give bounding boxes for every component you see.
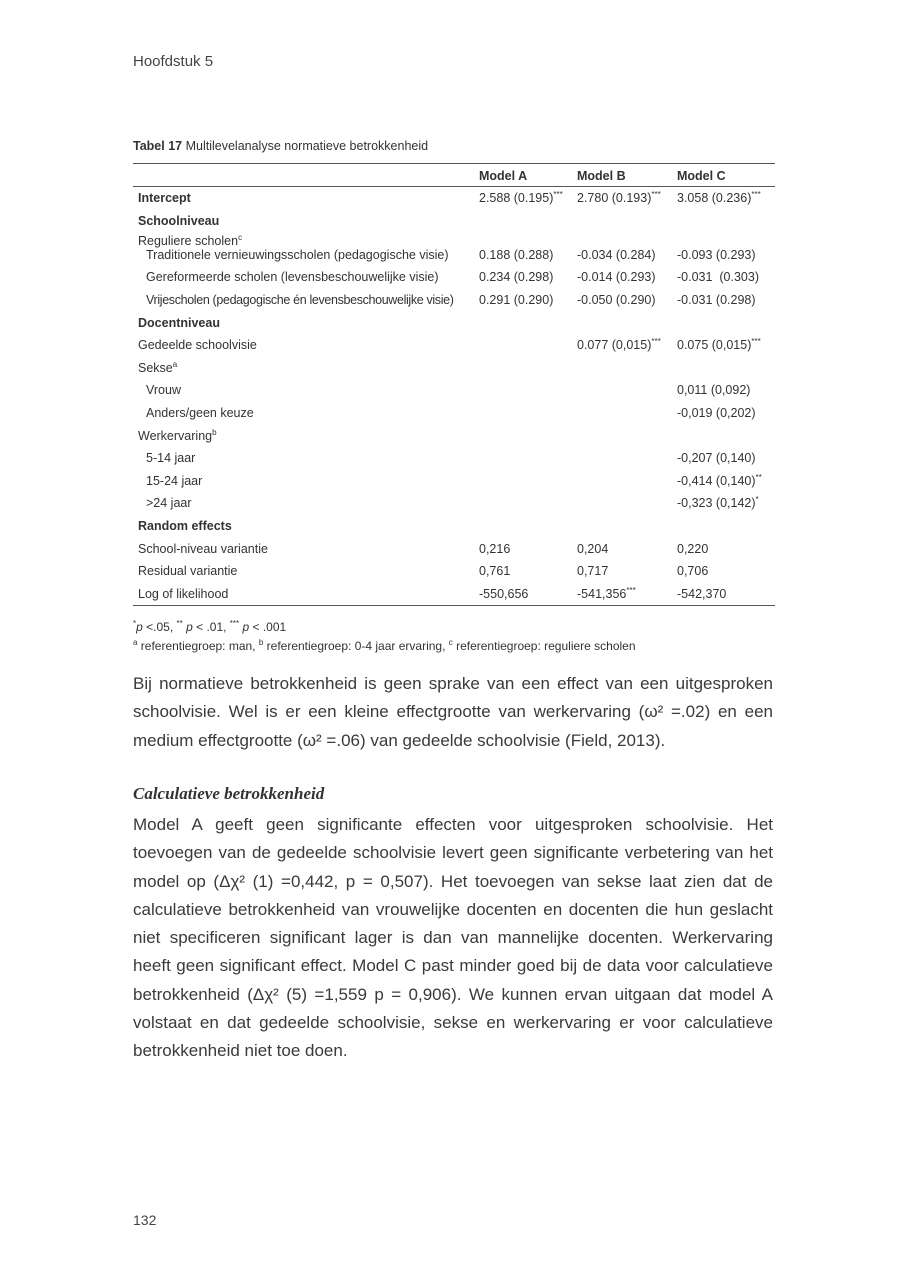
table-row xyxy=(133,492,775,515)
header-empty xyxy=(133,164,479,187)
cell-model-c: 0,011 (0,092) xyxy=(677,383,751,398)
results-table xyxy=(133,163,775,606)
table-row xyxy=(133,402,775,425)
row-label: >24 jaar xyxy=(146,496,192,511)
row-label: Vrijescholen (pedagogische én levensbeschouwelijke visie) xyxy=(146,293,454,308)
cell-model-c: -0.093 (0.293) xyxy=(677,248,756,263)
row-label: Vrouw xyxy=(146,383,181,398)
table-row xyxy=(133,210,775,233)
significance-note: *p <.05, ** p < .01, *** p < .001 xyxy=(133,619,287,634)
row-label: Sekse$^a$ xyxy=(138,359,178,375)
cell-model-a: 0,761 xyxy=(479,564,511,579)
cell-model-c: 3.058 (0.236)*** xyxy=(677,190,761,206)
reference-note: $^a$ referentiegroep: man, $^b$ referentiegroep: 0-4 jaar ervaring, $^c$ referentiegroep: reguliere scholen xyxy=(133,638,636,653)
table-row xyxy=(133,248,775,266)
table-row xyxy=(133,537,775,560)
table-caption-text: Multilevelanalyse normatieve betrokkenheid xyxy=(185,139,429,153)
cell-model-c: -0,323 (0,142)* xyxy=(677,495,759,511)
table-notes xyxy=(133,618,636,656)
section-subheading: Calculatieve betrokkenheid xyxy=(133,784,325,803)
header-model-b: Model B xyxy=(577,168,626,183)
cell-model-c: 0,220 xyxy=(677,541,709,556)
cell-model-b: -0.050 (0.290) xyxy=(577,293,656,308)
cell-model-c: 0.075 (0,015)*** xyxy=(677,337,761,353)
table-caption-label: Tabel 17 xyxy=(133,139,183,153)
table-row xyxy=(133,357,775,380)
table-row xyxy=(133,289,775,312)
cell-model-c: -542,370 xyxy=(677,586,727,601)
table-row xyxy=(133,379,775,402)
row-label: Gereformeerde scholen (levensbeschouwelijke visie) xyxy=(146,270,439,285)
row-label: 15-24 jaar xyxy=(146,473,203,488)
table-row xyxy=(133,583,775,606)
table-header-row xyxy=(133,164,775,187)
cell-model-a: 0.291 (0.290) xyxy=(479,293,554,308)
table-row xyxy=(133,232,775,248)
row-label: School-niveau variantie xyxy=(138,541,268,556)
row-label: Anders/geen keuze xyxy=(146,406,254,421)
cell-model-a: 0.234 (0.298) xyxy=(479,270,554,285)
row-label: Reguliere scholen$^c$ xyxy=(138,233,243,249)
table-row xyxy=(133,311,775,334)
cell-model-c: -0.031 (0.303) xyxy=(677,270,759,285)
section-label: Schoolniveau xyxy=(138,213,220,228)
row-label: Gedeelde schoolvisie xyxy=(138,338,257,353)
table-row xyxy=(133,187,775,210)
row-label: Intercept xyxy=(138,191,191,206)
table-row xyxy=(133,470,775,493)
cell-model-b: -0.014 (0.293) xyxy=(577,270,656,285)
cell-model-b: -0.034 (0.284) xyxy=(577,248,656,263)
section-label: Docentniveau xyxy=(138,315,220,330)
cell-model-c: -0,019 (0,202) xyxy=(677,406,756,421)
row-label: Residual variantie xyxy=(138,564,238,579)
cell-model-b: 0,717 xyxy=(577,564,609,579)
running-header: Hoofdstuk 5 xyxy=(133,53,214,70)
table-caption xyxy=(133,139,428,153)
cell-model-a: 0.188 (0.288) xyxy=(479,248,554,263)
cell-model-c: -0,414 (0,140)** xyxy=(677,472,762,488)
section-label: Random effects xyxy=(138,519,232,534)
body-paragraph-2: Model A geeft geen significante effecten voor uitgesproken schoolvisie. Het toevoegen van de gedeelde schoolvisie levert geen significante verbetering van het model op (Δχ² (1) =0,442, p = 0,507). Het toevoegen van sekse laat zien dat de calculatieve betrokkenheid van vrouwelijke docenten en docenten die hun geslacht niet specificeren significant lager is dan van mannelijke docenten. Werkervaring heeft geen significant effect. Model C past minder goed bij de data voor calculatieve betrokkenheid (Δχ² (5) =1,559 p = 0,906). We kunnen ervan uitgaan dat model A volstaat en dat gedeelde schoolvisie, sekse en werkervaring er voor calculatieve betrokkenheid niet toe doen. xyxy=(133,815,773,1061)
table-row xyxy=(133,560,775,583)
cell-model-c: -0.031 (0.298) xyxy=(677,293,756,308)
table-row xyxy=(133,334,775,357)
cell-model-c: -0,207 (0,140) xyxy=(677,451,756,466)
cell-model-b: -541,356*** xyxy=(577,585,636,601)
table-row xyxy=(133,266,775,289)
cell-model-a: 2.588 (0.195)*** xyxy=(479,190,563,206)
cell-model-b: 2.780 (0.193)*** xyxy=(577,190,661,206)
cell-model-c: 0,706 xyxy=(677,564,709,579)
header-model-c: Model C xyxy=(677,168,726,183)
row-label: Werkervaring$^b$ xyxy=(138,427,217,443)
table-row xyxy=(133,447,775,470)
cell-model-a: 0,216 xyxy=(479,541,511,556)
cell-model-a: -550,656 xyxy=(479,586,529,601)
cell-model-b: 0,204 xyxy=(577,541,609,556)
cell-model-b: 0.077 (0,015)*** xyxy=(577,337,661,353)
page-number: 132 xyxy=(133,1212,157,1228)
header-model-a: Model A xyxy=(479,168,528,183)
row-label: Traditionele vernieuwingsscholen (pedagogische visie) xyxy=(146,248,449,263)
row-label: 5-14 jaar xyxy=(146,451,196,466)
table-row xyxy=(133,515,775,538)
table-row xyxy=(133,424,775,447)
row-label: Log of likelihood xyxy=(138,586,229,601)
results-table-wrapper xyxy=(133,163,775,606)
body-paragraph-1: Bij normatieve betrokkenheid is geen sprake van een effect van een uitgesproken schoolvisie. Wel is er een kleine effectgrootte van werkervaring (ω² =.02) en een medium effectgrootte (ω² =.06) van gedeelde schoolvisie (Field, 2013). xyxy=(133,674,773,750)
